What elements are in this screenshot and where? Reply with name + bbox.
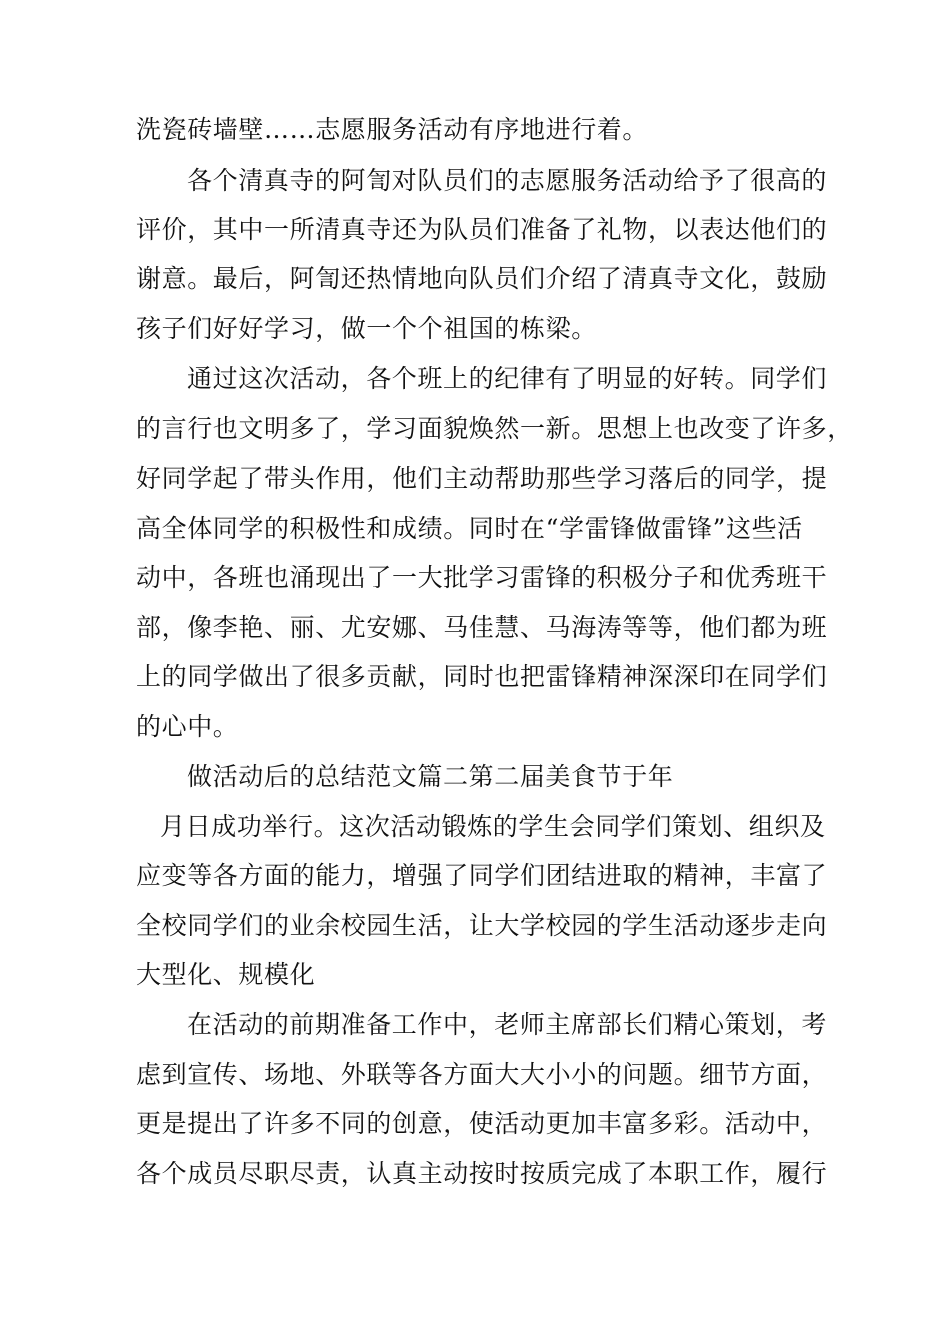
paragraph-start-line: 各个清真寺的阿訇对队员们的志愿服务活动给予了很高的 xyxy=(187,166,828,195)
text-line: 大型化、规模化 xyxy=(136,960,316,989)
text-line: 动中，各班也涌现出了一大批学习雷锋的积极分子和优秀班干 xyxy=(136,563,828,592)
text-line: 评价，其中一所清真寺还为队员们准备了礼物，以表达他们的 xyxy=(136,215,828,244)
text-line: 的言行也文明多了，学习面貌焕然一新。思想上也改变了许多， xyxy=(136,414,853,443)
text-line: 洗瓷砖墙壁……志愿服务活动有序地进行着。 xyxy=(136,115,649,144)
text-line: 更是提出了许多不同的创意，使活动更加丰富多彩。活动中， xyxy=(136,1109,828,1138)
text-line: 孩子们好好学习，做一个个祖国的栋梁。 xyxy=(136,314,597,343)
text-line: 应变等各方面的能力，增强了同学们团结进取的精神，丰富了 xyxy=(136,861,828,890)
text-line: 全校同学们的业余校园生活，让大学校园的学生活动逐步走向 xyxy=(136,911,828,940)
section-heading-line: 做活动后的总结范文篇二第二届美食节于年 xyxy=(187,762,674,791)
text-line: 各个成员尽职尽责，认真主动按时按质完成了本职工作，履行 xyxy=(136,1159,828,1188)
text-line: 的心中。 xyxy=(136,712,239,741)
text-line: 高全体同学的积极性和成绩。同时在“学雷锋做雷锋”这些活 xyxy=(136,514,803,543)
text-line: 月日成功举行。这次活动锻炼的学生会同学们策划、组织及 xyxy=(160,812,826,841)
paragraph-start-line: 在活动的前期准备工作中，老师主席部长们精心策划，考 xyxy=(187,1010,828,1039)
text-line: 上的同学做出了很多贡献，同时也把雷锋精神深深印在同学们 xyxy=(136,662,828,691)
text-line: 部，像李艳、丽、尤安娜、马佳慧、马海涛等等，他们都为班 xyxy=(136,613,828,642)
paragraph-start-line: 通过这次活动，各个班上的纪律有了明显的好转。同学们 xyxy=(187,364,828,393)
text-line: 谢意。最后，阿訇还热情地向队员们介绍了清真寺文化，鼓励 xyxy=(136,264,828,293)
text-line: 虑到宣传、场地、外联等各方面大大小小的问题。细节方面， xyxy=(136,1060,828,1089)
text-line: 好同学起了带头作用，他们主动帮助那些学习落后的同学，提 xyxy=(136,464,828,493)
